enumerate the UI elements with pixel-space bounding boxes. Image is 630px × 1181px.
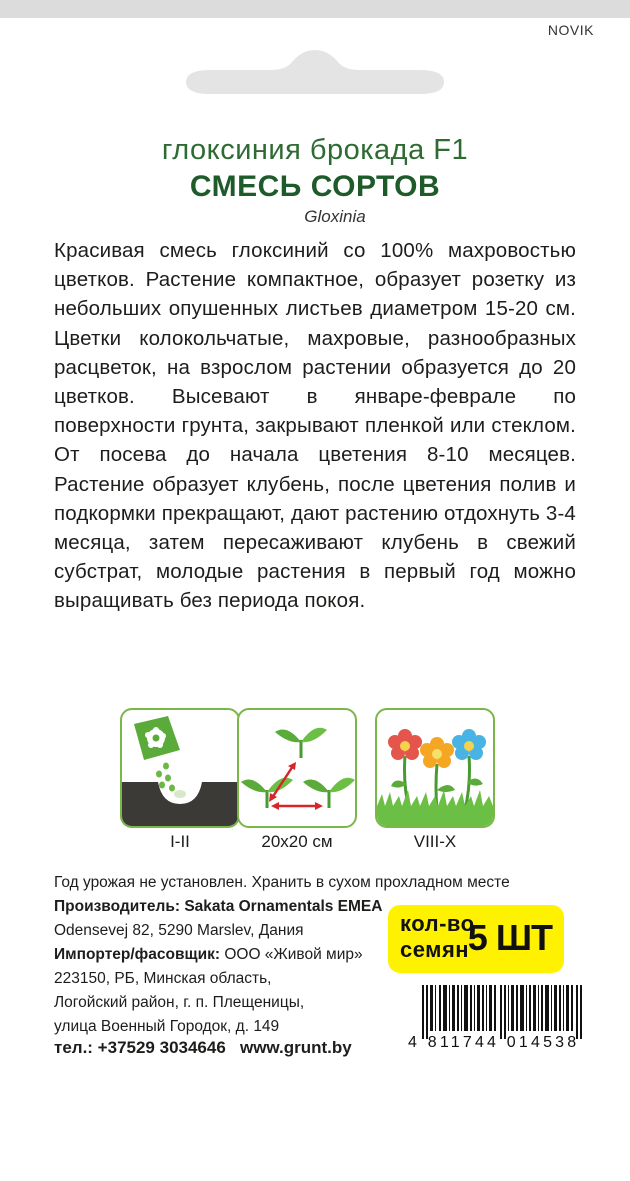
- spacing-label: 20x20 см: [261, 832, 333, 851]
- storage-note: Год урожая не установлен. Хранить в сухом прохладном месте: [54, 874, 510, 891]
- barcode: [408, 985, 598, 1065]
- producer-line: [54, 898, 382, 916]
- product-title: глоксиния брокада F1: [161, 134, 469, 166]
- latin-name: Gloxinia: [304, 207, 366, 226]
- spacing-icon: [237, 708, 357, 828]
- seed-count-value: 5 ШТ: [467, 917, 552, 958]
- seed-count-badge: [388, 905, 564, 973]
- website-link: www.grunt.by: [239, 1038, 352, 1057]
- address-line-1: 223150, РБ, Минская область,: [54, 970, 272, 987]
- producer-label: Производитель:: [54, 898, 181, 915]
- flowering-period-label: VIII-X: [413, 832, 457, 851]
- hang-hole: [0, 0, 630, 140]
- address-line-2: Логойский район, г. п. Плещеницы,: [54, 994, 305, 1011]
- description-text: Красивая смесь глоксиний со 100% махровостью цветков. Растение компактное, образует розетку из небольших опушенных листьев диаметром 15-20 см. Цветки колокольчатые, махровые, разнообразных расцветок, на взрослом растении образуется до 20 цветков. Высевают в январе-феврале по поверхности грунта, закрывают пленкой или стеклом. От посева до начала цветения 8-10 месяцев. Растение образует клубень, после цветения полив и подкормки прекращают, дают растению отдохнуть 3-4 месяца, затем пересаживают клубень в свежий субстрат, молодые растения в первый год можно выращивать без периода покоя.: [54, 239, 576, 613]
- seed-label-line1: кол-во: [400, 911, 475, 936]
- phone-number: тел.: +37529 3034646: [54, 1038, 226, 1057]
- sowing-period-label: I-II: [170, 832, 190, 851]
- address-line-3: улица Военный Городок, д. 149: [54, 1018, 280, 1035]
- sowing-icon: [120, 708, 240, 828]
- seed-label-line2: семян: [400, 937, 470, 962]
- producer-address: Odensevej 82, 5290 Marslev, Дания: [54, 922, 304, 939]
- brand-label: NOVIK: [547, 22, 594, 38]
- contact-line: [54, 1038, 352, 1058]
- seed-count-label: [400, 911, 475, 963]
- growing-icons: [0, 708, 630, 858]
- importer-label: Импортер/фасовщик:: [54, 946, 221, 963]
- importer-line: [54, 946, 363, 964]
- barcode-number: 4 811744 014538: [408, 1034, 580, 1051]
- producer-name: Sakata Ornamentals EMEA: [184, 898, 383, 915]
- product-subtitle: СМЕСЬ СОРТОВ: [189, 170, 441, 203]
- flowering-icon: [375, 708, 495, 828]
- importer-name: ООО «Живой мир»: [224, 946, 363, 963]
